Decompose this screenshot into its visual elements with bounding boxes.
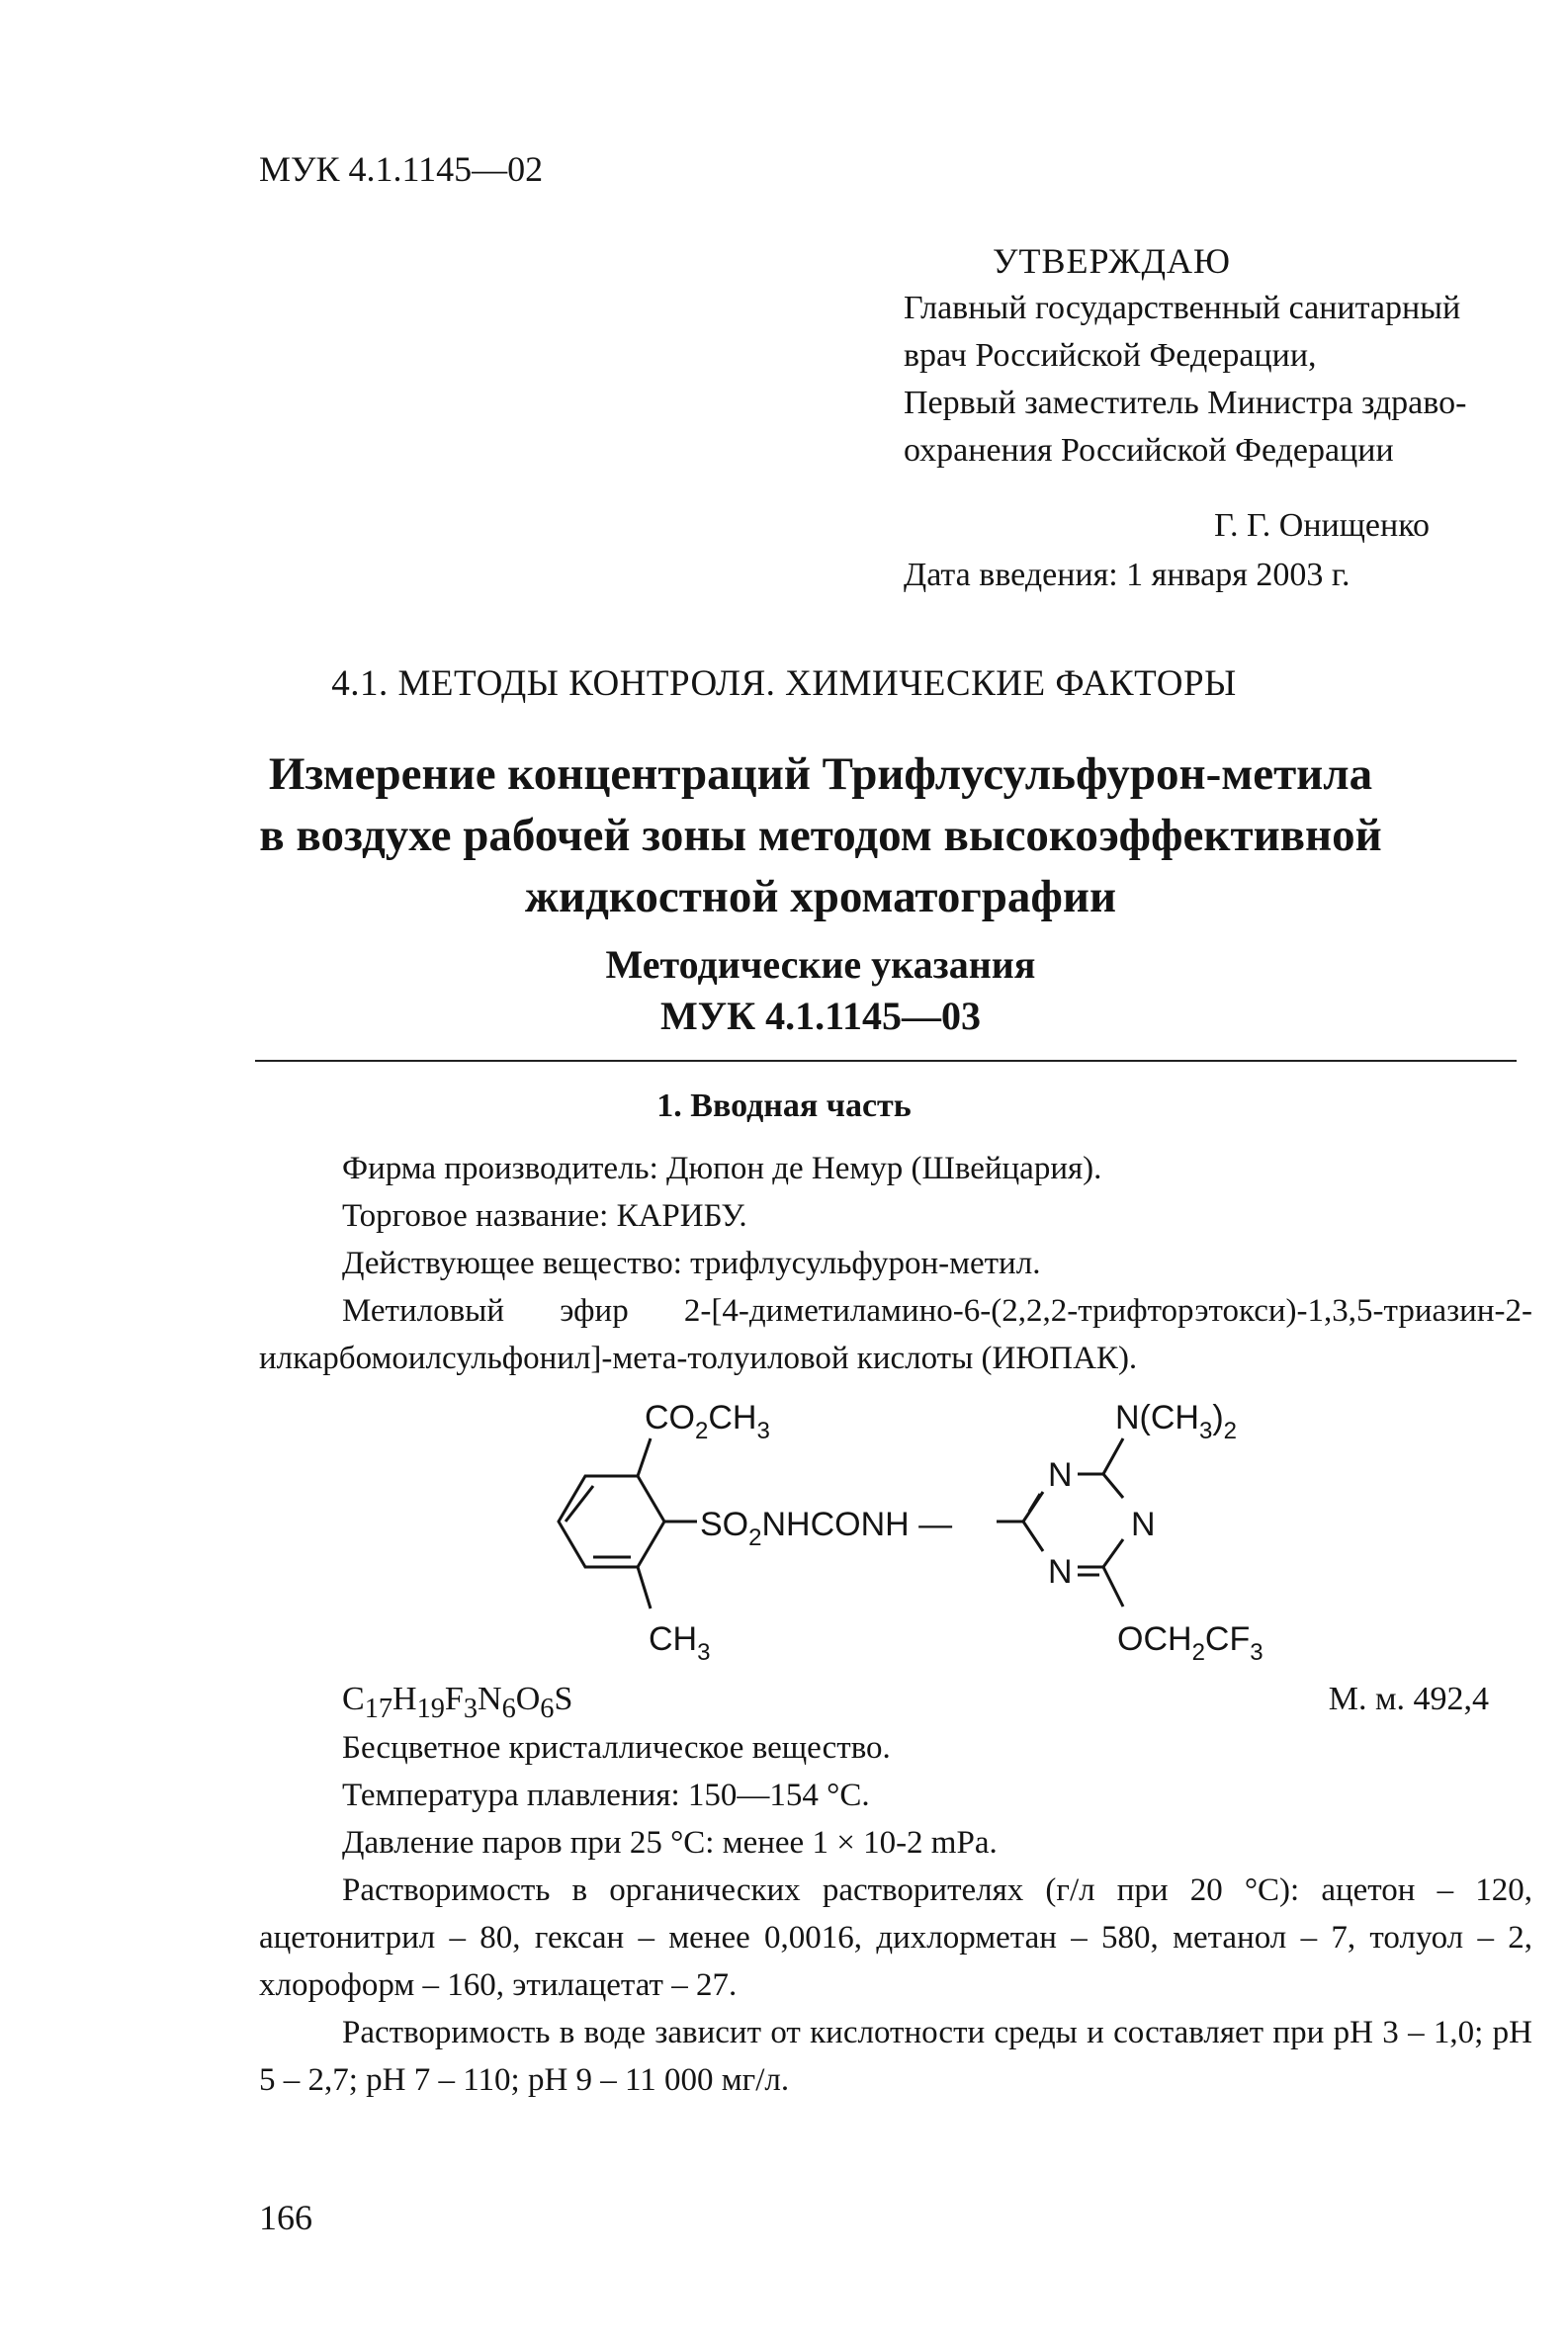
page-number: 166 (259, 2198, 312, 2237)
document-code: МУК 4.1.1145—02 (259, 149, 544, 189)
document-subtitle (168, 939, 1473, 1042)
document-title-line: Измерение концентраций Трифлусульфурон-метила (268, 748, 1373, 800)
document-subtitle-line: МУК 4.1.1145—03 (660, 994, 981, 1038)
triazine-nitrogen: N (1048, 1456, 1073, 1494)
document-subtitle-line: Методические указания (605, 942, 1036, 987)
property-paragraph: Давление паров при 25 °С: менее 1 × 10-2 mPa. (342, 1825, 998, 1861)
methyl-group: $CH_3$ (649, 1620, 711, 1666)
formula-row (342, 1681, 1489, 1725)
benzene-ring (559, 1438, 697, 1609)
molar-mass: М. м. 492,4 (1328, 1681, 1489, 1717)
triazine-nitrogen: N (1048, 1553, 1073, 1591)
approval-line: Первый заместитель Министра здраво- (904, 385, 1467, 421)
molecular-formula: $C_{17}H_{19}F_3N_6O_6S$ (342, 1681, 573, 1724)
approval-title: УТВЕРЖДАЮ (993, 241, 1232, 281)
approval-line: охранения Российской Федерации (904, 432, 1394, 469)
document-title (168, 743, 1473, 927)
intro-text (259, 1145, 1532, 1382)
approval-line: врач Российской Федерации, (904, 337, 1317, 374)
property-paragraph: Растворимость в воде зависит от кислотности среды и составляет при рН 3 – 1,0; рН 5 – 2,7; рН 7 – 110; рН 9 – 11 000 мг/л. (259, 2015, 1532, 2098)
property-paragraph: Бесцветное кристаллическое вещество. (342, 1730, 891, 1766)
trifluoroethoxy-group: $OCH_2CF_3$ (1117, 1620, 1263, 1666)
sulfonylurea-linker: $SO_2NHCONH$ — (700, 1506, 953, 1551)
ester-group: $CO_2CH_3$ (645, 1399, 770, 1444)
dimethylamino-group: $N(CH_3)_2$ (1115, 1399, 1238, 1444)
properties-text (259, 1724, 1532, 2104)
approval-line: Главный государственный санитарный (904, 290, 1461, 326)
intro-paragraph: Метиловый эфир 2-[4-диметиламино-6-(2,2,2-трифторэтокси)-1,3,5-триазин-2-илкарбомоилсульфонил]-мета-толуиловой кислоты (ИЮПАК). (259, 1293, 1532, 1376)
section-label: 4.1. МЕТОДЫ КОНТРОЛЯ. ХИМИЧЕСКИЕ ФАКТОРЫ (331, 663, 1237, 704)
structural-formula (494, 1389, 1345, 1715)
intro-heading: 1. Вводная часть (656, 1088, 912, 1124)
document-title-line: в воздухе рабочей зоны методом высокоэффективной (259, 810, 1382, 861)
introduction-date: Дата введения: 1 января 2003 г. (904, 557, 1350, 593)
intro-paragraph: Торговое название: КАРИБУ. (342, 1198, 747, 1234)
approval-block (904, 237, 1536, 599)
approval-signer: Г. Г. Онищенко (1214, 507, 1430, 544)
intro-paragraph: Фирма производитель: Дюпон де Немур (Швейцария). (342, 1151, 1102, 1186)
intro-paragraph: Действующее вещество: трифлусульфурон-метил. (342, 1246, 1041, 1281)
property-paragraph: Растворимость в органических растворителях (г/л при 20 °С): ацетон – 120, ацетонитрил – 80, гексан – менее 0,0016, дихлорметан – 580, метанол – 7, толуол – 2, хлороформ – 160, этилацетат – 27. (259, 1872, 1532, 2003)
document-title-line: жидкостной хроматографии (524, 871, 1117, 922)
property-paragraph: Температура плавления: 150—154 °С. (342, 1778, 870, 1813)
triazine-nitrogen: N (1131, 1506, 1156, 1543)
ester-group-text: CO (645, 1399, 695, 1436)
divider-line (255, 1060, 1517, 1062)
